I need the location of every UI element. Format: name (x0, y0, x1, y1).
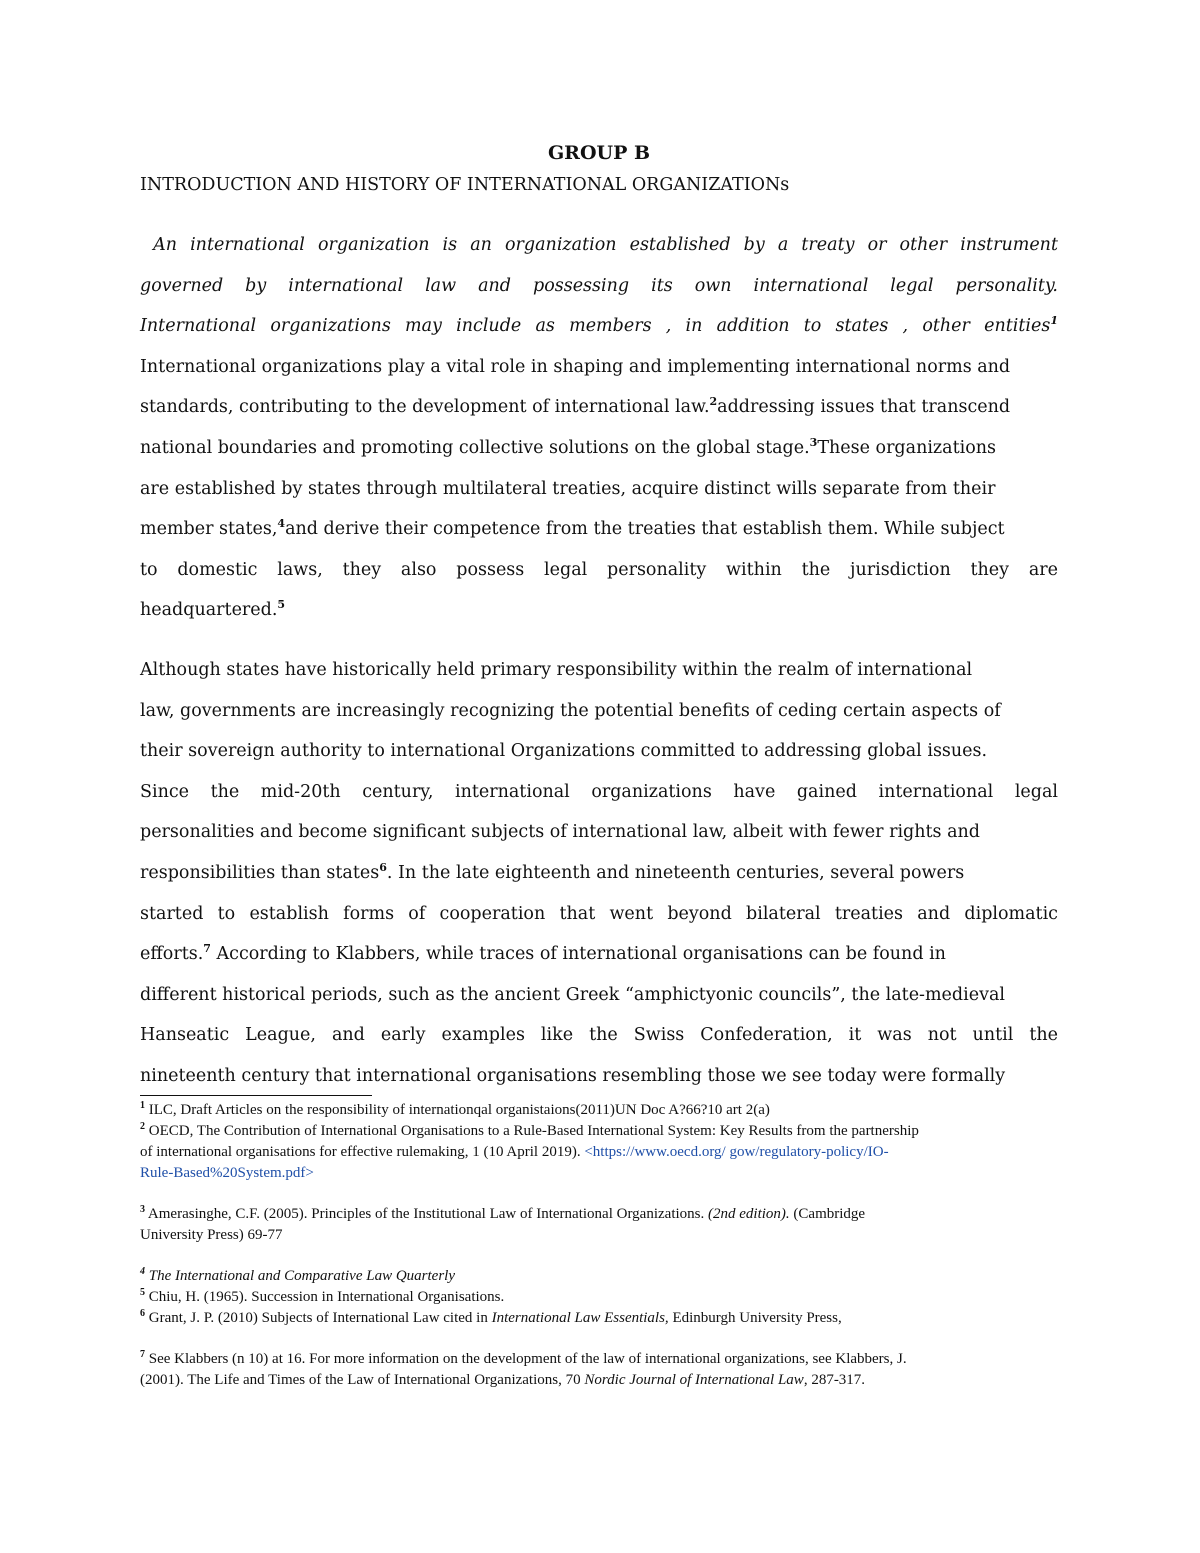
text-line: different historical periods, such as the ancient Greek “amphictyonic councils”, the late-medieval (140, 984, 1005, 1005)
footnote-mark: 7 (140, 1349, 145, 1360)
text-line (140, 934, 1058, 975)
footnote-text: of international organisations for effective rulemaking, 1 (10 April 2019). (140, 1144, 585, 1160)
text-span: An international organization is an organization established by a treaty or other instrument (153, 235, 1058, 255)
text-line: Although states have historically held primary responsibility within the realm of international (140, 660, 973, 680)
footnote-ref[interactable]: 3 (809, 436, 818, 450)
text-span: national boundaries and promoting collective solutions on the global stage. (140, 437, 810, 458)
footnote-ref[interactable]: 2 (709, 395, 718, 409)
footnote-text: (2001). The Life and Times of the Law of International Organizations, 70 (140, 1372, 585, 1388)
footnote-text: , 287-317. (803, 1372, 866, 1388)
footnote-mark: 3 (140, 1204, 145, 1215)
text-line (140, 306, 1058, 347)
text-line: to domestic laws, they also possess legal personality within the jurisdiction they are (140, 559, 1058, 580)
text-span: efforts. (140, 944, 204, 965)
footnote-mark: 4 (140, 1266, 145, 1277)
footnote-ref[interactable]: 4 (277, 517, 286, 531)
footnote-text: Nordic Journal of International Law (584, 1372, 804, 1388)
spacer (140, 1329, 1058, 1349)
text-line (140, 590, 1058, 631)
text-line: governed by international law and possessing its own international legal personality. (140, 275, 1058, 296)
footnote-text: Chiu, H. (1965). Succession in International Organisations. (145, 1289, 505, 1305)
footnote-ref[interactable]: 7 (203, 942, 211, 956)
footnote-text: Edinburgh University Press, (668, 1310, 842, 1326)
footnote-mark: 1 (140, 1100, 145, 1111)
text-span: headquartered. (140, 600, 278, 621)
footnote-text: See Klabbers (n 10) at 16. For more information on the development of the law of international organizations, see Klabbers, J. (145, 1351, 907, 1367)
footnote-6 (140, 1308, 1058, 1329)
footnote-text: (Cambridge (789, 1206, 866, 1222)
footnote-text: International Law Essentials, (491, 1310, 669, 1326)
text-line: their sovereign authority to international Organizations committed to addressing global issues. (140, 741, 988, 762)
text-line (140, 225, 1058, 266)
section-heading: INTRODUCTION AND HISTORY OF INTERNATIONAL ORGANIZATIONs (140, 175, 790, 195)
text-line: Hanseatic League, and early examples like the Swiss Confederation, it was not until the (140, 1025, 1058, 1046)
footnote-4 (140, 1266, 1058, 1287)
footnote-link[interactable]: <https://www.oecd.org/ gow/regulatory-policy/IO- (584, 1144, 889, 1160)
text-span: standards, contributing to the development of international law. (140, 397, 710, 418)
footnote-mark: 5 (140, 1287, 145, 1298)
spacer (140, 1184, 1058, 1204)
footnote-text: ILC, Draft Articles on the responsibility of internationqal organistaions(2011)UN Doc A?66?10 art 2(a) (145, 1102, 770, 1118)
footnote-text: (2nd edition). (708, 1206, 790, 1222)
text-span: and derive their competence from the treaties that establish them. While subject (285, 519, 1005, 540)
footnote-7 (140, 1349, 1058, 1391)
text-line (140, 509, 1058, 550)
footnote-ref[interactable]: 1 (1050, 314, 1058, 328)
text-line (140, 387, 1058, 428)
footnotes (140, 1100, 1058, 1391)
text-line: are established by states through multilateral treaties, acquire distinct wills separate from their (140, 478, 996, 499)
footnote-text: Amerasinghe, C.F. (2005). Principles of the Institutional Law of International Organizations. (145, 1206, 708, 1222)
footnote-3 (140, 1204, 1058, 1246)
text-span: . In the late eighteenth and nineteenth centuries, several powers (386, 862, 965, 883)
footnote-2 (140, 1121, 1058, 1184)
footnote-ref[interactable]: 6 (379, 861, 387, 875)
text-line: International organizations play a vital role in shaping and implementing international norms and (140, 356, 1011, 377)
footnote-5 (140, 1287, 1058, 1308)
page-title: GROUP B (547, 142, 651, 164)
footnote-text: Grant, J. P. (2010) Subjects of International Law cited in (145, 1310, 492, 1326)
footnote-text: The International and Comparative Law Quarterly (145, 1268, 455, 1284)
text-span: According to Klabbers, while traces of international organisations can be found in (210, 944, 946, 965)
footnote-1 (140, 1100, 1058, 1121)
footnote-ref[interactable]: 5 (277, 598, 286, 612)
paragraph-definition (140, 225, 1058, 631)
text-span: International organizations may include as members , in addition to states , other entities (140, 316, 1051, 337)
text-line (140, 853, 1058, 894)
footnote-mark: 2 (140, 1121, 145, 1132)
text-span: These organizations (817, 437, 997, 458)
text-line: law, governments are increasingly recognizing the potential benefits of ceding certain aspects of (140, 700, 1001, 721)
text-span: responsibilities than states (140, 862, 380, 883)
paragraph-history (140, 650, 1058, 1097)
text-span: addressing issues that transcend (717, 397, 1011, 418)
footnote-mark: 6 (140, 1308, 145, 1319)
text-line: Since the mid-20th century, international organizations have gained international legal (140, 781, 1058, 802)
footnote-text: OECD, The Contribution of International Organisations to a Rule-Based International System: Key Results from the partnership (145, 1123, 919, 1139)
text-line: personalities and become significant subjects of international law, albeit with fewer rights and (140, 822, 981, 843)
text-line: started to establish forms of cooperation that went beyond bilateral treaties and diplomatic (140, 903, 1058, 924)
footnote-link[interactable]: Rule-Based%20System.pdf> (140, 1165, 314, 1181)
footnote-separator (140, 1095, 372, 1096)
text-span: member states, (140, 519, 278, 540)
text-line (140, 428, 1058, 469)
spacer (140, 1246, 1058, 1266)
text-line: nineteenth century that international organisations resembling those we see today were formally (140, 1065, 1006, 1086)
footnote-text: University Press) 69-77 (140, 1227, 283, 1243)
